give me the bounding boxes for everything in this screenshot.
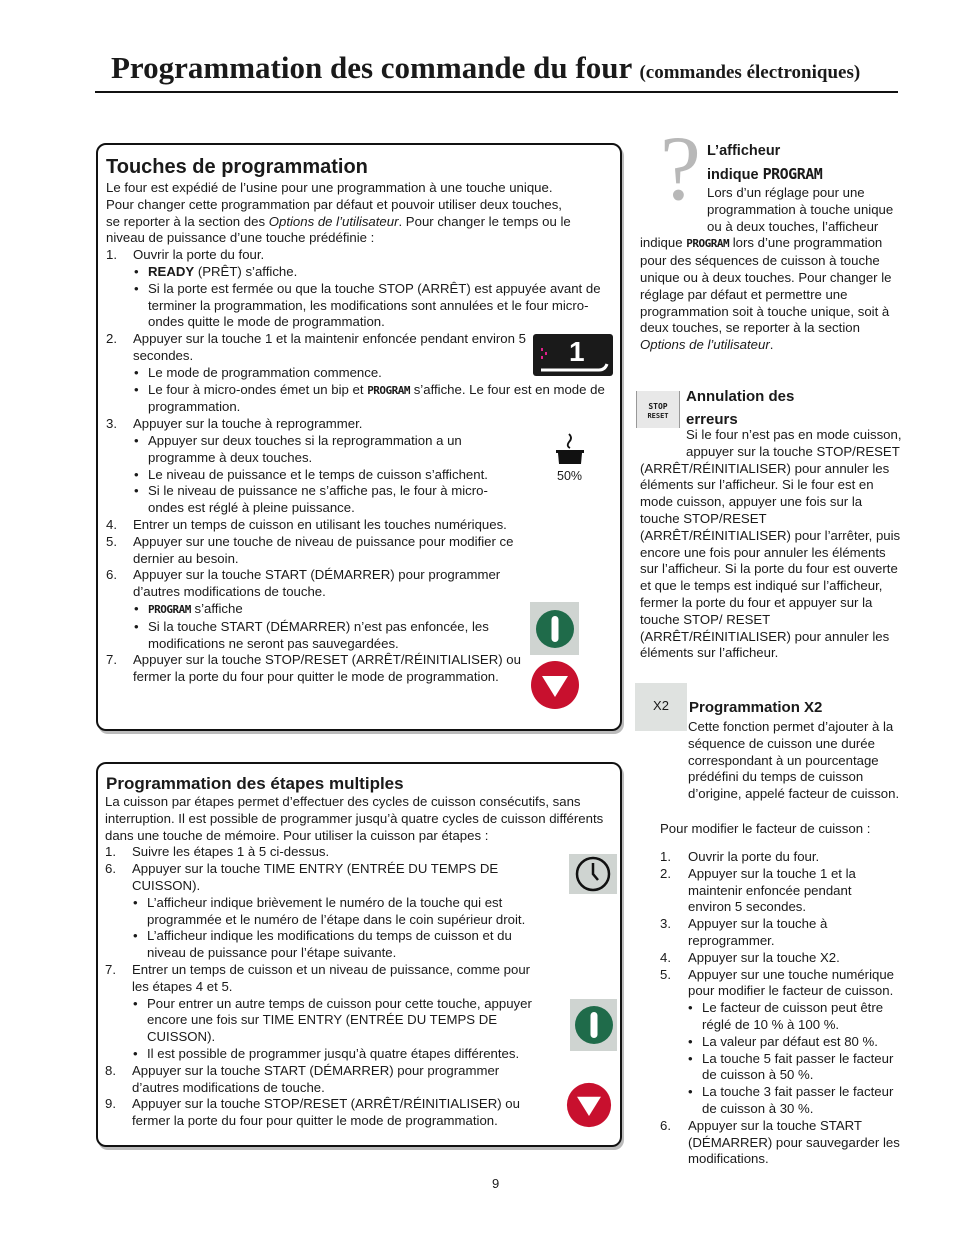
stop-label: STOP <box>648 402 668 411</box>
x2-step-4: 4. Appuyer sur la touche X2. <box>660 949 840 965</box>
program-display-text: PROGRAM <box>762 165 823 183</box>
program-display-text: PROGRAM <box>686 237 730 251</box>
touches-step-1: 1. Ouvrir la porte du four. <box>106 247 265 263</box>
key-1-label: 1 <box>569 336 585 367</box>
title-rule <box>95 91 898 93</box>
etapes-step-9: 9. Appuyer sur la touche STOP/RESET (ARRÊT/RÉINITIALISER) ou fermer la porte du four pour quitter le mode de programmation. <box>105 1096 520 1129</box>
x2-step-5-bullet: • La touche 3 fait passer le facteur de cuisson à 30 %. <box>660 1084 910 1118</box>
touches-intro: Le four est expédié de l’usine pour une programmation à une touche unique. Pour changer cette programmation par défaut et pouvoir utiliser deux touches, se reporter à la section des Options de l’utilisateur. Pour changer le temps ou le niveau de puissance d’une touche prédéfinie : <box>106 180 571 246</box>
touches-title: Touches de programmation <box>106 156 368 178</box>
x2-title: Programmation X2 <box>689 699 823 716</box>
x2-step-2: 2. Appuyer sur la touche 1 et la maintenir enfoncée pendant environ 5 secondes. <box>660 865 856 915</box>
page-title <box>111 50 860 86</box>
start-icon <box>574 1005 614 1045</box>
etapes-step-7-bullet: • Il est possible de programmer jusqu’à quatre étapes différentes. <box>105 1046 610 1063</box>
title-subtitle: (commandes électroniques) <box>639 62 861 83</box>
etapes-step-6-bullet: • L’afficheur indique brièvement le numéro de la touche qui est programmée et le numéro de l’étape dans le coin supérieur droit. <box>105 895 557 929</box>
etapes-content <box>105 794 610 1130</box>
etapes-step-6: 6. Appuyer sur la touche TIME ENTRY (ENTRÉE DU TEMPS DE CUISSON). <box>105 861 499 893</box>
x2-key[interactable] <box>635 683 687 731</box>
start-icon <box>535 609 575 649</box>
annulation-body: Si le four n’est pas en mode cuisson, appuyer sur la touche STOP/RESET (ARRÊT/RÉINITIALISER) pour annuler les éléments sur l’afficheur. Si le four est en mode cuisson, appuyer une fois sur la touche STOP/RESET (ARRÊT/RÉINITIALISER) pour l’arrêter, puis encore une fois pour annuler les éléments sur l’afficheur. Si la porte du four est ouverte et que le temps est indiqué sur l’afficheur, fermer la porte du four et appuyer sur la touche STOP/ RESET (ARRÊT/RÉINITIALISER) pour annuler les éléments sur l’afficheur. <box>640 427 902 661</box>
program-display-text: PROGRAM <box>148 602 191 616</box>
touches-step-3: 3. Appuyer sur la touche à reprogrammer. <box>106 416 363 432</box>
touches-step-4: 4. Entrer un temps de cuisson en utilisant les touches numériques. <box>106 516 507 532</box>
x2-step-5-bullet: • Le facteur de cuisson peut être réglé de 10 % à 100 %. <box>660 1000 910 1034</box>
stop-icon <box>566 1082 612 1128</box>
x2-label: X2 <box>653 698 669 713</box>
title-main: Programmation des commande du four <box>111 50 632 85</box>
touches-step-5: 5. Appuyer sur une touche de niveau de puissance pour modifier ce dernier au besoin. <box>106 533 514 566</box>
reset-label: RESET <box>647 412 669 420</box>
touches-step-2-bullet: • Le four à micro-ondes émet un bip et PROGRAM s’affiche. Le four est en mode de programmation. <box>106 382 611 417</box>
touches-step-1-bullet: • READY (PRÊT) s’affiche. <box>106 264 611 281</box>
stop-icon <box>530 660 580 710</box>
touches-step-3-bullet: • Appuyer sur deux touches si la reprogrammation a un programme à deux touches. <box>106 433 488 467</box>
afficheur-body: Lors d’un réglage pour une programmation à touche unique ou à deux touches, l’afficheur indique PROGRAM lors d’une programmation pour des séquences de cuisson à touche unique ou à deux touches. Pour changer le réglage par défaut et permettre une programmation soit à touche unique, soit à deux touches, se reporter à la section Options de l’utilisateur. <box>640 185 894 353</box>
touches-step-2-bullet: • Le mode de programmation commence. <box>106 365 611 382</box>
etapes-step-7: 7. Entrer un temps de cuisson et un niveau de puissance, comme pour les étapes 4 et 5. <box>105 961 531 994</box>
etapes-intro: La cuisson par étapes permet d’effectuer des cycles de cuisson consécutifs, sans interruption. Il est possible de programmer jusqu’à quatre cycles de cuisson différents dans une touche de mémoire. Pour utiliser la cuisson par étapes : <box>105 794 604 843</box>
x2-step-3: 3. Appuyer sur la touche à reprogrammer. <box>660 916 828 948</box>
touches-step-7: 7. Appuyer sur la touche STOP/RESET (ARRÊT/RÉINITIALISER) ou fermer la porte du four pour quitter le mode de programmation. <box>106 652 521 685</box>
touches-step-6-bullet: • PROGRAM s’affiche <box>106 601 611 619</box>
x2-body: Cette fonction permet d’ajouter à la séquence de cuisson une durée correspondant à un pourcentage prédéfini du temps de cuisson d’origine, appelé facteur de cuisson. <box>688 719 900 802</box>
etapes-step-8: 8. Appuyer sur la touche START (DÉMARRER) pour programmer d’autres modifications de touche. <box>105 1062 500 1095</box>
program-display-text: PROGRAM <box>367 383 411 397</box>
clock-icon <box>574 855 612 893</box>
touches-step-6-bullet: • Si la touche START (DÉMARRER) n’est pas enfoncée, les modifications ne seront pas sauvegardées. <box>106 619 518 653</box>
touches-step-1-bullet: • Si la porte est fermée ou que la touche STOP (ARRÊT) est appuyée avant de terminer la programmation, les modifications sont annulées et le four micro-ondes quitte le mode de programmation. <box>106 281 611 331</box>
power-percent: 50% <box>557 469 583 483</box>
question-mark-icon: ? <box>660 117 701 219</box>
x2-step-5: 5. Appuyer sur une touche numérique pour modifier le facteur de cuisson. <box>660 966 895 999</box>
key-1-display <box>533 334 613 376</box>
x2-steps <box>660 849 910 1168</box>
etapes-step-6-bullet: • L’afficheur indique les modifications du temps de cuisson et du niveau de puissance pour l’étape suivante. <box>105 928 547 962</box>
touches-step-3-bullet: • Si le niveau de puissance ne s’affiche pas, le four à micro-ondes est réglé à pleine puissance. <box>106 483 518 517</box>
time-entry-button[interactable] <box>569 854 617 894</box>
x2-lead: Pour modifier le facteur de cuisson : <box>660 821 871 836</box>
x2-step-5-bullet: • La touche 5 fait passer le facteur de cuisson à 50 %. <box>660 1051 910 1085</box>
x2-step-5-bullet: • La valeur par défaut est 80 %. <box>660 1034 910 1051</box>
page-number: 9 <box>492 1176 500 1191</box>
afficheur-title: L’afficheur indique PROGRAM <box>707 143 823 183</box>
etapes-title: Programmation des étapes multiples <box>106 774 404 793</box>
x2-step-1: 1. Ouvrir la porte du four. <box>660 849 820 864</box>
touches-step-3-bullet: • Le niveau de puissance et le temps de cuisson s’affichent. <box>106 467 611 484</box>
x2-step-6: 6. Appuyer sur la touche START (DÉMARRER) pour sauvegarder les modifications. <box>660 1117 900 1167</box>
stop-button[interactable] <box>530 660 580 715</box>
etapes-step-7-bullet: • Pour entrer un autre temps de cuisson pour cette touche, appuyer encore une fois sur TIME ENTRY (ENTRÉE DU TEMPS DE CUISSON). <box>105 996 559 1046</box>
start-button[interactable] <box>570 999 617 1051</box>
etapes-step-1: 1. Suivre les étapes 1 à 5 ci-dessus. <box>105 844 330 860</box>
start-button[interactable] <box>530 602 579 655</box>
stop-button[interactable] <box>566 1082 612 1133</box>
touches-step-6: 6. Appuyer sur la touche START (DÉMARRER) pour programmer d’autres modifications de touche. <box>106 567 501 600</box>
annulation-title: Annulation des erreurs <box>686 388 795 428</box>
pot-icon <box>553 432 589 466</box>
touches-step-2: 2. Appuyer sur la touche 1 et la maintenir enfoncée pendant environ 5 secondes. <box>106 331 526 363</box>
stop-reset-key[interactable] <box>636 391 680 428</box>
